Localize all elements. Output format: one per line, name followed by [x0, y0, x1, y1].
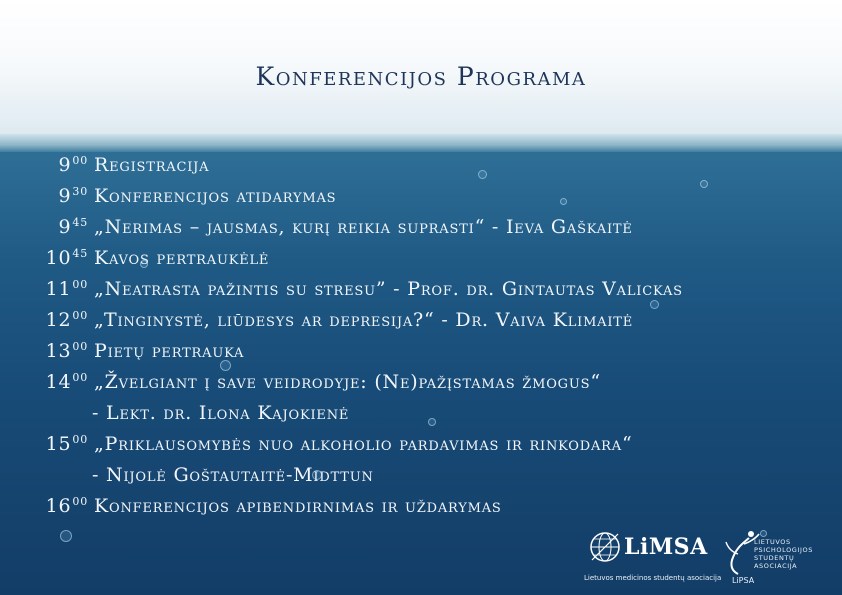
schedule-text: „Priklausomybės nuo alkoholio pardavimas ir rinkodara“: [94, 433, 633, 455]
schedule-hour: 10: [45, 247, 72, 269]
lipsa-abbreviation: LiPSA: [732, 576, 755, 585]
schedule-item: [34, 247, 834, 278]
schedule-text: Konferencijos atidarymas: [94, 185, 337, 207]
schedule-minutes: 00: [72, 278, 88, 291]
schedule-item: [34, 154, 834, 185]
schedule-list: [34, 154, 834, 526]
schedule-minutes: 45: [72, 247, 88, 260]
schedule-item: [34, 371, 834, 402]
schedule-minutes: 45: [72, 216, 88, 229]
limsa-logo: [584, 528, 722, 590]
schedule-time: [59, 216, 89, 238]
schedule-text: - Lekt. dr. Ilona Kajokienė: [92, 402, 350, 424]
schedule-minutes: 00: [72, 340, 88, 353]
schedule-time: [46, 278, 88, 300]
schedule-text: „Tinginystė, liūdesys ar depresija?“ - Dr. Vaiva Klimaitė: [94, 309, 634, 331]
schedule-item: [34, 433, 834, 464]
schedule-minutes: 00: [72, 495, 88, 508]
schedule-text: - Nijolė Goštautaitė-Midttun: [92, 464, 374, 486]
schedule-time: [46, 495, 88, 517]
schedule-item: [34, 185, 834, 216]
schedule-speaker-line: [34, 402, 834, 433]
limsa-subtitle: Lietuvos medicinos studentų asociacija: [584, 574, 722, 582]
schedule-speaker-line: [34, 464, 834, 495]
schedule-time: [59, 185, 89, 207]
schedule-text: Kavos pertraukėlė: [94, 247, 270, 269]
schedule-text: „Žvelgiant į save veidrodyje: (Ne)pažįstamas žmogus“: [94, 371, 601, 393]
schedule-hour: 15: [45, 433, 72, 455]
schedule-minutes: 00: [72, 154, 88, 167]
schedule-time: [46, 247, 88, 269]
schedule-hour: 12: [45, 309, 72, 331]
schedule-hour: 13: [45, 340, 72, 362]
schedule-item: [34, 309, 834, 340]
schedule-hour: 14: [45, 371, 72, 393]
schedule-time: [46, 371, 88, 393]
schedule-item: [34, 278, 834, 309]
schedule-minutes: 30: [72, 185, 88, 198]
lipsa-line-2: PSICHOLOGIJOS: [754, 546, 813, 554]
bubble: [60, 530, 72, 542]
lipsa-line-4: ASOCIACIJA: [754, 562, 798, 570]
schedule-text: Konferencijos apibendirnimas ir uždarymas: [94, 495, 502, 517]
lipsa-logo: [724, 528, 834, 590]
schedule-text: „Neatrasta pažintis su stresu” - Prof. dr. Gintautas Valickas: [94, 278, 683, 300]
schedule-item: [34, 216, 834, 247]
schedule-minutes: 00: [72, 433, 88, 446]
schedule-hour: 9: [58, 216, 72, 238]
lipsa-line-3: STUDENTŲ: [754, 554, 795, 562]
page-title: Konferencijos Programa: [255, 62, 587, 91]
lipsa-line-1: LIETUVOS: [754, 538, 791, 546]
schedule-hour: 9: [58, 185, 72, 207]
logos: [584, 528, 834, 590]
schedule-hour: 11: [45, 278, 72, 300]
schedule-time: [59, 154, 89, 176]
schedule-hour: 9: [58, 154, 72, 176]
schedule-item: [34, 340, 834, 371]
limsa-name: LiMSA: [624, 534, 708, 560]
schedule-text: „Nerimas – jausmas, kurį reikia suprasti“ - Ieva Gaškaitė: [94, 216, 633, 238]
schedule-minutes: 00: [72, 371, 88, 384]
lipsa-name: [754, 538, 830, 570]
schedule-text: Registracija: [94, 154, 210, 176]
water-surface: [0, 134, 842, 152]
schedule-time: [46, 433, 88, 455]
schedule-text: Pietų pertrauka: [94, 340, 245, 362]
schedule-hour: 16: [45, 495, 72, 517]
schedule-time: [46, 340, 88, 362]
schedule-item: [34, 495, 834, 526]
globe-icon: [588, 530, 622, 564]
schedule-minutes: 00: [72, 309, 88, 322]
schedule-time: [46, 309, 88, 331]
